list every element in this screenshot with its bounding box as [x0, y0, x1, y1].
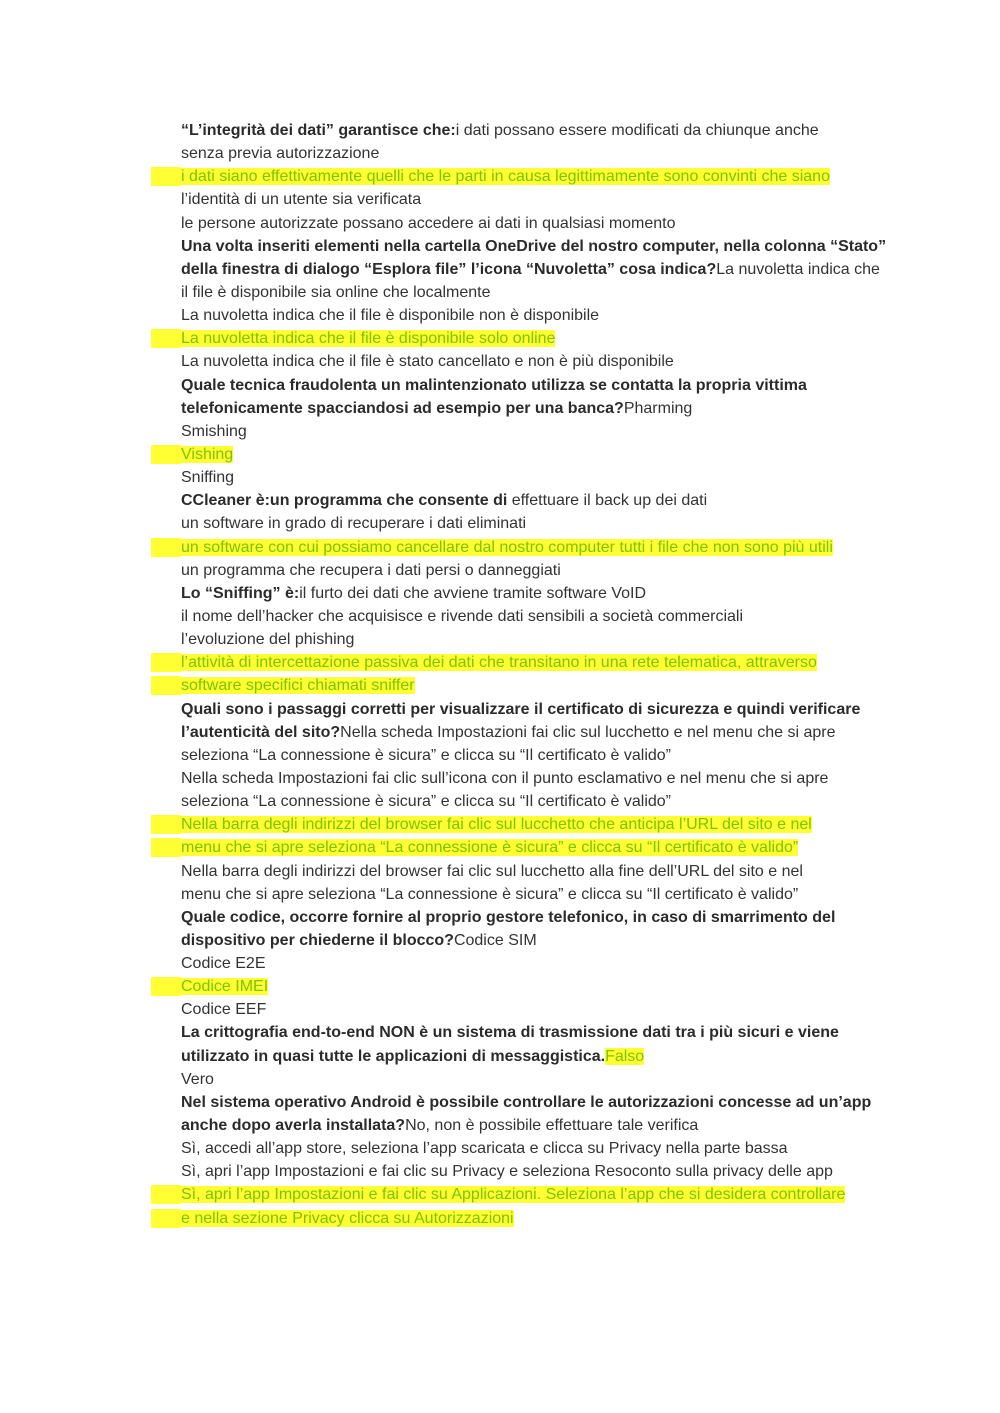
answer-text: Codice E2E — [181, 955, 266, 973]
answer-text: La nuvoletta indica che il file è disponibile solo online — [181, 330, 556, 348]
question-text: della finestra di dialogo “Esplora file” l’icona “Nuvoletta” cosa indica? — [181, 260, 717, 278]
answer-text: i dati siano effettivamente quelli che le parti in causa legittimamente sono convinti che siano — [181, 168, 830, 186]
question-line — [0, 929, 1000, 952]
answer-line — [0, 767, 1000, 790]
answer-text: Nella barra degli indirizzi del browser fai clic sul lucchetto alla fine dell’URL del sito e nel — [181, 862, 803, 880]
answer-text: Nella scheda Impostazioni fai clic sul lucchetto e nel menu che si apre — [340, 723, 836, 741]
answer-line — [0, 860, 1000, 883]
answer-text: un software in grado di recuperare i dati eliminati — [181, 515, 527, 533]
question-text: anche dopo averla installata? — [181, 1117, 406, 1135]
answer-text: Codice SIM — [453, 931, 537, 949]
highlighted-answer-line — [0, 674, 1000, 697]
highlighted-answer-line — [0, 1183, 1000, 1206]
answer-line — [0, 1137, 1000, 1160]
answer-text: il furto dei dati che avviene tramite software VoID — [299, 584, 647, 602]
answer-text: effettuare il back up dei dati — [511, 492, 708, 510]
answer-text: La nuvoletta indica che — [716, 260, 880, 278]
answer-text: No, non è possibile effettuare tale verifica — [405, 1117, 699, 1135]
answer-text: senza previa autorizzazione — [181, 145, 380, 163]
answer-text: menu che si apre seleziona “La connessione è sicura” e clicca su “Il certificato è valido” — [181, 839, 799, 857]
answer-text: l’evoluzione del phishing — [181, 631, 355, 649]
answer-line — [0, 790, 1000, 813]
question-line — [0, 489, 1000, 512]
answer-line — [0, 420, 1000, 443]
answer-line — [0, 188, 1000, 211]
answer-text: l’identità di un utente sia verificata — [181, 191, 422, 209]
answer-text: Vero — [181, 1070, 214, 1088]
question-text: telefonicamente spacciandosi ad esempio per una banca? — [181, 399, 624, 417]
answer-line — [0, 559, 1000, 582]
answer-line — [0, 952, 1000, 975]
answer-text: Nella barra degli indirizzi del browser fai clic sul lucchetto che anticipa l’URL del sito e nel — [181, 816, 812, 834]
answer-text: Codice IMEI — [181, 978, 269, 996]
answer-text: il file è disponibile sia online che localmente — [181, 283, 491, 301]
question-text: Lo “Sniffing” è: — [181, 584, 300, 602]
answer-text: un programma che recupera i dati persi o danneggiati — [181, 561, 561, 579]
question-text: utilizzato in quasi tutte le applicazioni di messaggistica. — [181, 1047, 606, 1065]
question-text: Quale tecnica fraudolenta un malintenzionato utilizza se contatta la propria vittima — [181, 376, 807, 394]
question-text: Quali sono i passaggi corretti per visualizzare il certificato di sicurezza e quindi verificare — [181, 700, 861, 718]
highlighted-answer-line — [0, 836, 1000, 859]
highlighted-answer-line — [0, 975, 1000, 998]
question-line — [0, 721, 1000, 744]
answer-line — [0, 883, 1000, 906]
question-line — [0, 374, 1000, 397]
question-line — [0, 1045, 1000, 1068]
highlighted-answer-line — [0, 443, 1000, 466]
answer-text: Vishing — [181, 445, 234, 463]
question-text: Nel sistema operativo Android è possibile controllare le autorizzazioni concesse ad un’app — [181, 1093, 872, 1111]
answer-text: Pharming — [623, 399, 693, 417]
answer-line — [0, 212, 1000, 235]
question-text: Quale codice, occorre fornire al proprio gestore telefonico, in caso di smarrimento del — [181, 908, 836, 926]
answer-text: Nella scheda Impostazioni fai clic sull’icona con il punto esclamativo e nel menu che si apre — [181, 769, 829, 787]
answer-text: La nuvoletta indica che il file è stato cancellato e non è più disponibile — [181, 353, 674, 371]
answer-line — [0, 142, 1000, 165]
question-line — [0, 235, 1000, 258]
answer-line — [0, 281, 1000, 304]
question-text: La crittografia end-to-end NON è un sistema di trasmissione dati tra i più sicuri e viene — [181, 1024, 839, 1042]
answer-text: il nome dell’hacker che acquisisce e rivende dati sensibili a società commerciali — [181, 607, 744, 625]
answer-text: software specifici chiamati sniffer — [181, 677, 415, 695]
highlighted-answer-text: Falso — [605, 1047, 645, 1065]
question-line — [0, 1021, 1000, 1044]
answer-text: un software con cui possiamo cancellare dal nostro computer tutti i file che non sono più utili — [181, 538, 833, 556]
highlighted-answer-line — [0, 651, 1000, 674]
question-line — [0, 906, 1000, 929]
answer-text: Sì, apri l’app Impostazioni e fai clic su Applicazioni. Seleziona l’app che si desidera controllare — [181, 1186, 846, 1204]
answer-text: Smishing — [181, 422, 247, 440]
highlighted-answer-line — [0, 165, 1000, 188]
question-text: “L’integrità dei dati” garantisce che: — [181, 122, 456, 139]
highlighted-answer-line — [0, 536, 1000, 559]
answer-line — [0, 744, 1000, 767]
question-text: dispositivo per chiederne il blocco? — [181, 931, 454, 949]
answer-text: Sì, accedi all’app store, seleziona l’app scaricata e clicca su Privacy nella parte bassa — [181, 1140, 788, 1158]
question-line — [0, 1114, 1000, 1137]
answer-line — [0, 304, 1000, 327]
answer-line — [0, 512, 1000, 535]
highlighted-answer-line — [0, 327, 1000, 350]
answer-text: Sniffing — [181, 469, 235, 487]
answer-line — [0, 628, 1000, 651]
answer-line — [0, 466, 1000, 489]
answer-text: menu che si apre seleziona “La connessione è sicura” e clicca su “Il certificato è valido” — [181, 885, 799, 903]
answer-text: l’attività di intercettazione passiva dei dati che transitano in una rete telematica, attraverso — [181, 654, 817, 672]
question-line — [0, 582, 1000, 605]
question-text: CCleaner è:un programma che consente di — [181, 492, 512, 510]
answer-text: Codice EEF — [181, 1001, 267, 1019]
highlighted-answer-line — [0, 1207, 1000, 1230]
answer-text: seleziona “La connessione è sicura” e clicca su “Il certificato è valido” — [181, 793, 672, 811]
question-line — [0, 119, 1000, 142]
answer-text: La nuvoletta indica che il file è disponibile non è disponibile — [181, 307, 600, 325]
highlighted-answer-line — [0, 813, 1000, 836]
question-line — [0, 1091, 1000, 1114]
question-text: l’autenticità del sito? — [181, 723, 341, 741]
answer-line — [0, 350, 1000, 373]
answer-line — [0, 998, 1000, 1021]
answer-line — [0, 605, 1000, 628]
question-line — [0, 397, 1000, 420]
answer-text: i dati possano essere modificati da chiunque anche — [455, 122, 819, 139]
question-line — [0, 698, 1000, 721]
answer-text: e nella sezione Privacy clicca su Autorizzazioni — [181, 1209, 514, 1227]
answer-text: seleziona “La connessione è sicura” e clicca su “Il certificato è valido” — [181, 746, 672, 764]
answer-line — [0, 1068, 1000, 1091]
document-body — [0, 119, 1000, 1230]
answer-line — [0, 1160, 1000, 1183]
question-line — [0, 258, 1000, 281]
answer-text: Sì, apri l’app Impostazioni e fai clic su Privacy e seleziona Resoconto sulla privacy delle app — [181, 1163, 833, 1181]
answer-text: le persone autorizzate possano accedere ai dati in qualsiasi momento — [181, 214, 676, 232]
question-text: Una volta inseriti elementi nella cartella OneDrive del nostro computer, nella colonna “Stato” — [181, 237, 887, 255]
